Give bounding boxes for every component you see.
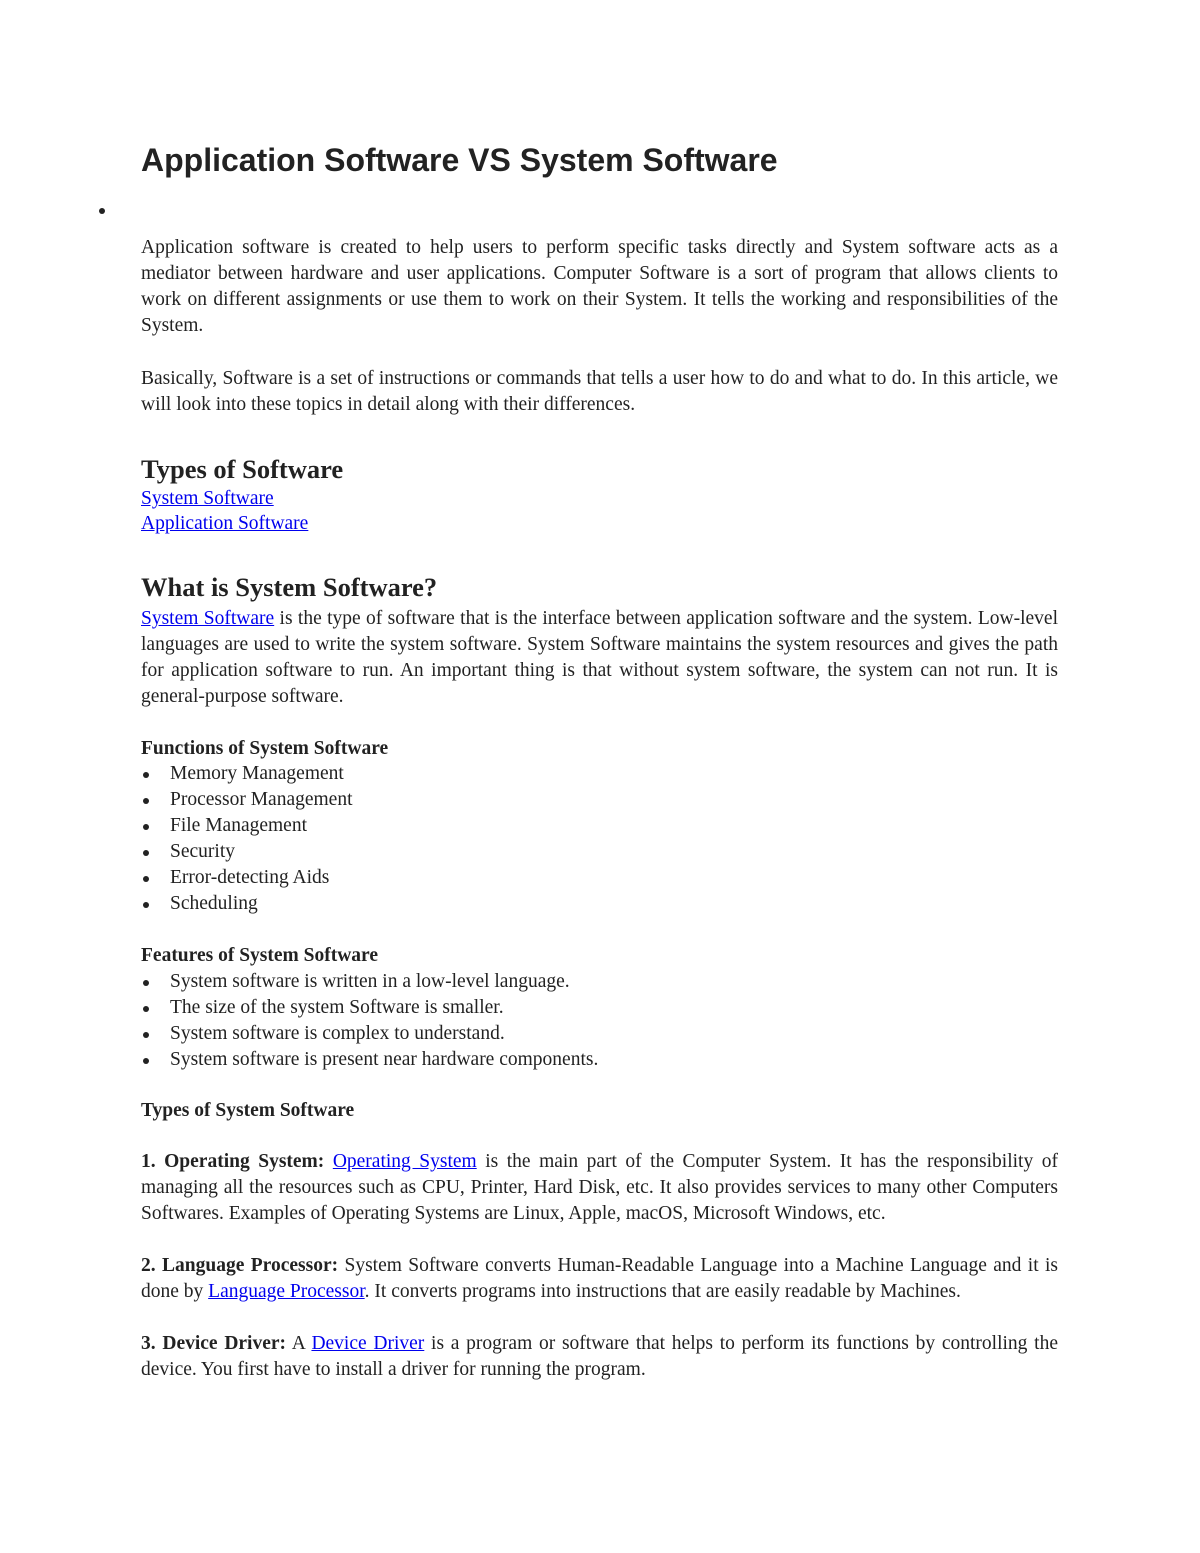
types-of-software-heading: Types of Software: [141, 454, 344, 484]
list-item: [141, 1021, 1058, 1047]
list-item: [141, 787, 1058, 813]
bullet-icon: [143, 772, 149, 778]
intro-paragraph-1: Application software is created to help users to perform specific tasks directly and System software acts as a mediator between hardware and user applications. Computer Software is a sort of program that allows clients to work on different assignments or use them to work on their System. It tells the working and responsibilities of the System.: [141, 237, 1058, 336]
list-item-text: System software is present near hardware components.: [170, 1049, 599, 1070]
bullet-icon: [143, 1058, 149, 1064]
system-software-text: is the type of software that is the interface between application software and the system. Low-level languages are used to write the system software. System Software maintains the system resources and gives the path for application software to run. An important thing is that without system software, the system can not run. It is general-purpose software.: [141, 608, 1058, 707]
list-item-text: System software is written in a low-level language.: [170, 971, 570, 992]
operating-system-label: 1. Operating System:: [141, 1151, 325, 1172]
bullet-icon: [143, 980, 149, 986]
types-link-row-1: [141, 486, 274, 512]
application-software-link[interactable]: Application Software: [141, 513, 309, 534]
bullet-icon: [143, 824, 149, 830]
device-driver-link[interactable]: Device Driver: [311, 1333, 425, 1354]
language-processor-paragraph: [141, 1253, 1058, 1305]
list-item-text: The size of the system Software is smaller.: [170, 997, 504, 1018]
bullet-icon: [143, 850, 149, 856]
bullet-icon: [143, 902, 149, 908]
list-item-text: File Management: [170, 815, 308, 836]
language-processor-label: 2. Language Processor:: [141, 1255, 339, 1276]
list-item: [141, 1047, 1058, 1073]
system-software-inline-link[interactable]: System Software: [141, 608, 275, 629]
list-item: [141, 891, 1058, 917]
list-item: [141, 761, 1058, 787]
types-link-row-2: [141, 511, 308, 537]
language-processor-link[interactable]: Language Processor: [208, 1281, 365, 1302]
operating-system-pre-text: [324, 1151, 333, 1172]
types-of-system-software-heading: Types of System Software: [141, 1100, 355, 1121]
features-heading: Features of System Software: [141, 945, 379, 966]
system-software-paragraph: [141, 606, 1058, 710]
list-item: [141, 995, 1058, 1021]
bullet-icon: [143, 1032, 149, 1038]
list-item-text: Security: [170, 841, 235, 862]
bullet-icon: [143, 876, 149, 882]
list-item: [141, 969, 1058, 995]
what-is-system-software-heading: What is System Software?: [141, 572, 438, 602]
language-processor-pre-text: System Software converts Human-Readable Language into a Machine Language and it is done by: [141, 1255, 1059, 1302]
operating-system-text: is the main part of the Computer System. It has the responsibility of managing all the resources such as CPU, Printer, Hard Disk, etc. It also provides services to many other Computers Softwares. Examples of Operating Systems are Linux, Apple, macOS, Microsoft Windows, etc.: [141, 1151, 1058, 1224]
list-item-text: System software is complex to understand.: [170, 1023, 505, 1044]
operating-system-paragraph: [141, 1149, 1058, 1227]
system-software-link[interactable]: System Software: [141, 488, 274, 509]
language-processor-text: . It converts programs into instructions that are easily readable by Machines.: [364, 1281, 961, 1302]
list-item: [141, 813, 1058, 839]
list-item: [141, 865, 1058, 891]
intro-paragraph-2: Basically, Software is a set of instructions or commands that tells a user how to do and what to do. In this article, we will look into these topics in detail along with their differences.: [141, 368, 1058, 415]
features-list: [141, 969, 1058, 1073]
device-driver-text: is a program or software that helps to perform its functions by controlling the device. You first have to install a driver for running the program.: [141, 1333, 1058, 1380]
device-driver-pre-text: A: [286, 1333, 312, 1354]
page-title: Application Software VS System Software: [141, 142, 778, 178]
device-driver-paragraph: [141, 1331, 1058, 1383]
bullet-icon: [143, 798, 149, 804]
functions-heading: Functions of System Software: [141, 738, 389, 759]
bullet-icon: [143, 1006, 149, 1012]
list-item-text: Error-detecting Aids: [170, 867, 330, 888]
list-item: [141, 839, 1058, 865]
list-item-text: Scheduling: [170, 893, 258, 914]
bullet-icon: [99, 208, 105, 214]
operating-system-link[interactable]: Operating System: [332, 1151, 477, 1172]
list-item-text: Memory Management: [170, 763, 344, 784]
list-item-text: Processor Management: [170, 789, 353, 810]
device-driver-label: 3. Device Driver:: [141, 1333, 287, 1354]
functions-list: [141, 761, 1058, 917]
